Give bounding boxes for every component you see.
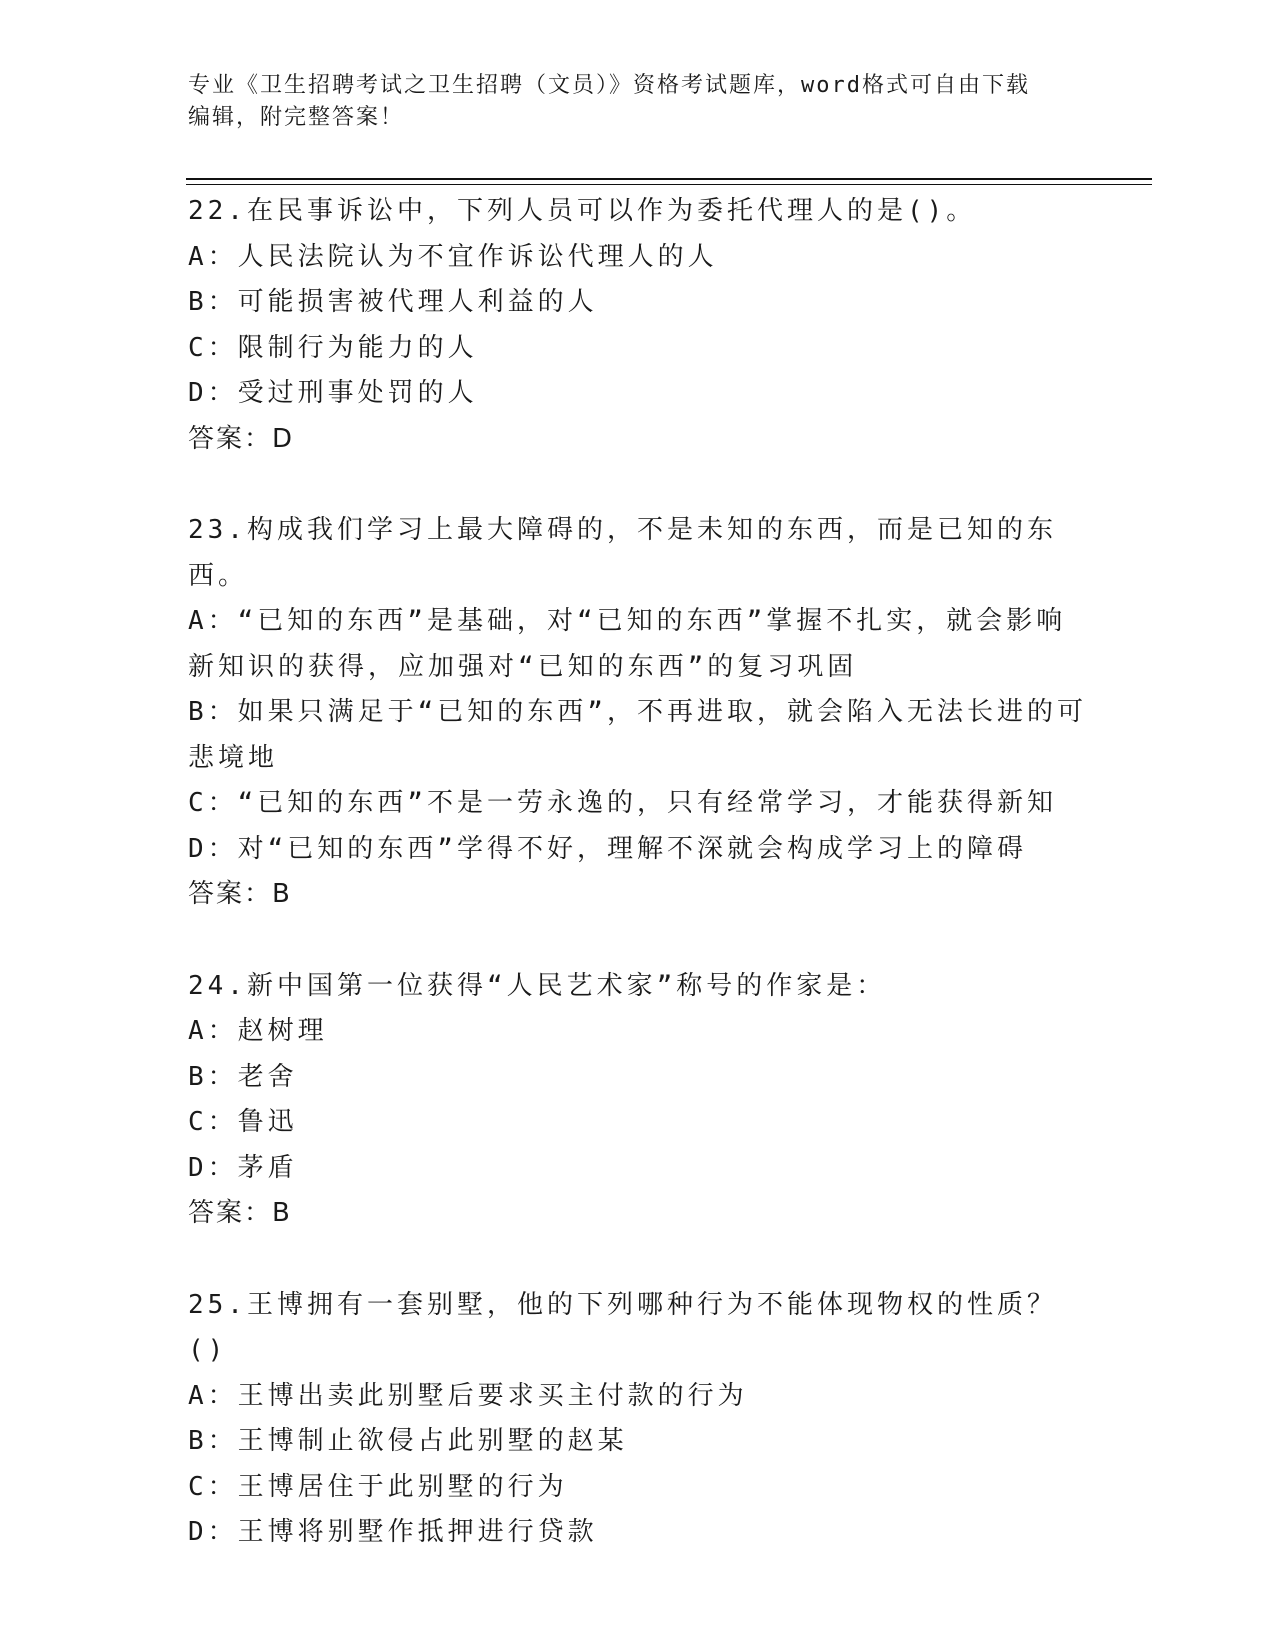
header-line-1: 专业《卫生招聘考试之卫生招聘（文员）》资格考试题库，word格式可自由下载 (188, 73, 1030, 98)
option-d: D：受过刑事处罚的人 (188, 378, 478, 408)
option-b: B：老舍 (188, 1061, 298, 1092)
option-b: B：可能损害被代理人利益的人 (188, 287, 598, 317)
question-23 (188, 508, 1088, 918)
question-25 (188, 1283, 1088, 1556)
header-divider-thin (186, 184, 1152, 185)
question-stem: 25.王博拥有一套别墅，他的下列哪种行为不能体现物权的性质？() (188, 1289, 1057, 1365)
option-b: B：如果只满足于“已知的东西”，不再进取，就会陷入无法长进的可悲境地 (188, 697, 1087, 773)
header-divider-thick (186, 178, 1152, 180)
option-b: B：王博制止欲侵占此别墅的赵某 (188, 1426, 628, 1456)
answer: 答案：D (188, 423, 295, 454)
option-c: C：王博居住于此别墅的行为 (188, 1471, 568, 1502)
question-stem: 22.在民事诉讼中，下列人员可以作为委托代理人的是()。 (188, 196, 977, 226)
option-a: A：赵树理 (188, 1016, 328, 1046)
option-c: C：鲁迅 (188, 1107, 298, 1137)
answer: 答案：B (188, 879, 292, 909)
option-a: A：“已知的东西”是基础，对“已知的东西”掌握不扎实，就会影响新知识的获得，应加强对“已知的东西”的复习巩固 (188, 606, 1067, 682)
question-stem: 23.构成我们学习上最大障碍的，不是未知的东西，而是已知的东西。 (188, 515, 1057, 591)
question-stem: 24.新中国第一位获得“人民艺术家”称号的作家是： (188, 970, 887, 1001)
option-d: D：对“已知的东西”学得不好，理解不深就会构成学习上的障碍 (188, 833, 1027, 864)
option-c: C：“已知的东西”不是一劳永逸的，只有经常学习，才能获得新知 (188, 788, 1057, 818)
option-d: D：茅盾 (188, 1152, 298, 1183)
option-a: A：王博出卖此别墅后要求买主付款的行为 (188, 1380, 748, 1411)
option-d: D：王博将别墅作抵押进行贷款 (188, 1517, 598, 1547)
question-list (188, 189, 1088, 1602)
answer: 答案：B (188, 1198, 292, 1228)
option-a: A：人民法院认为不宜作诉讼代理人的人 (188, 241, 718, 272)
header-line-2: 编辑，附完整答案！ (188, 105, 405, 130)
document-header (188, 70, 1088, 134)
question-22 (188, 189, 1088, 462)
option-c: C：限制行为能力的人 (188, 332, 478, 363)
question-24 (188, 964, 1088, 1237)
